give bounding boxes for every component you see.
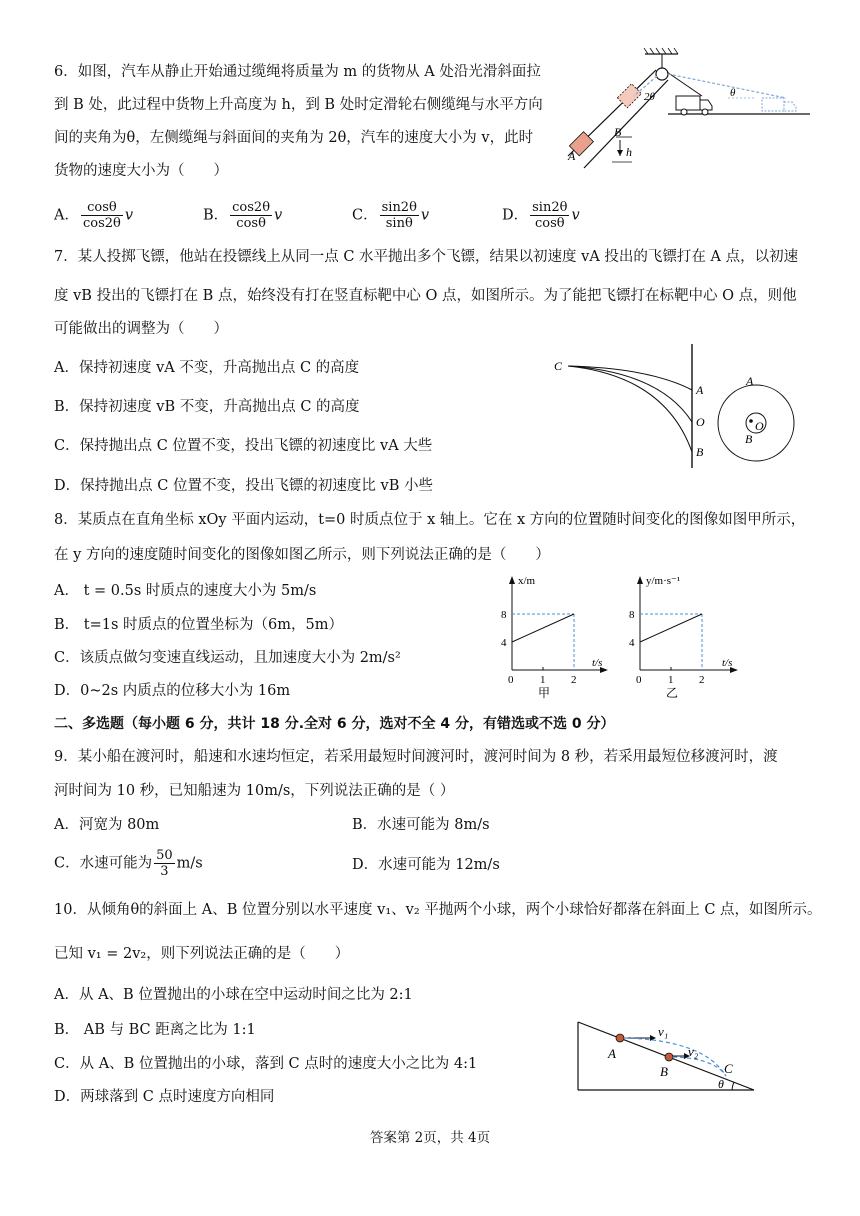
q8-option-b: B． t=1s 时质点的位置坐标为（6m，5m）	[54, 617, 343, 633]
q7-dart-figure	[550, 340, 830, 472]
section-heading-multi-choice: 二、多选题（每小题 6 分，共计 18 分.全对 6 分，选对不全 4 分，有错选或不选 0 分）	[54, 716, 615, 732]
q6-option-a	[54, 200, 133, 232]
fraction-numerator: sin2θ	[381, 200, 417, 215]
fraction-numerator: cos2θ	[232, 200, 271, 215]
q6-line2: 到 B 处，此过程中货物上升高度为 h，到 B 处时定滑轮右侧缆绳与水平方向	[54, 97, 543, 113]
x-axis-label: t/s	[722, 657, 733, 669]
label-theta: θ	[730, 87, 736, 99]
q7-line3: 可能做出的调整为（ ）	[54, 321, 228, 337]
fraction-denominator: cos2θ	[82, 216, 121, 231]
option-label: B．	[203, 207, 229, 224]
label-two-theta: 2θ	[644, 91, 655, 103]
y-tick-8: 8	[501, 609, 507, 621]
x-tick-1: 1	[668, 674, 674, 686]
q10-line1: 10．从倾角θ的斜面上 A、B 位置分别以水平速度 v₁、v₂ 平抛两个小球，两个小球恰好都落在斜面上 C 点，如图所示。	[54, 902, 822, 918]
q6-line1: 6．如图，汽车从静止开始通过缆绳将质量为 m 的货物从 A 处沿光滑斜面拉	[54, 64, 541, 80]
q9-option-c	[54, 848, 203, 882]
x-tick-2: 2	[699, 674, 705, 686]
q7-option-a: A．保持初速度 vA 不变，升高抛出点 C 的高度	[54, 360, 360, 376]
truck-dashed-icon	[762, 98, 796, 111]
graph-caption: 乙	[666, 686, 679, 700]
q9-option-b: B．水速可能为 8m/s	[352, 817, 490, 833]
y-axis-label: x/m	[518, 575, 536, 587]
q10-option-a: A．从 A、B 位置抛出的小球在空中运动时间之比为 2:1	[54, 987, 413, 1003]
q9-line2: 河时间为 10 秒，已知船速为 10m/s，下列说法正确的是（ ）	[54, 783, 455, 799]
q8-graph-yi	[620, 570, 760, 700]
y-tick-4: 4	[629, 637, 635, 649]
label-c: C	[554, 359, 563, 373]
y-velocity-line	[640, 614, 702, 642]
fraction	[380, 200, 419, 231]
q7-line1: 7．某人投掷飞镖，他站在投镖线上从同一点 C 水平抛出多个飞镖，结果以初速度 vA 投出的飞镖打在 A 点，以初速	[54, 249, 799, 265]
q6-line4: 货物的速度大小为（ ）	[54, 163, 228, 179]
x-tick-2: 2	[571, 674, 577, 686]
fraction-denominator: cosθ	[236, 216, 266, 231]
q9-line1: 9．某小船在渡河时，船速和水速均恒定，若采用最短时间渡河时，渡河时间为 8 秒，若采用最短位移渡河时，渡	[54, 749, 778, 765]
label-a: A	[696, 383, 704, 397]
y-tick-4: 4	[501, 637, 507, 649]
x-tick-0: 0	[636, 674, 642, 686]
q6-option-d	[502, 200, 580, 232]
label-a-face: A	[746, 374, 754, 388]
option-tail: v	[420, 207, 430, 224]
option-text: C．水速可能为	[54, 855, 153, 872]
label-b-face: B	[745, 432, 753, 446]
fraction-numerator: 50	[156, 848, 173, 863]
x-tick-0: 0	[508, 674, 514, 686]
label-v1: v₁	[658, 1024, 669, 1039]
q10-option-c: C．从 A、B 位置抛出的小球，落到 C 点时的速度大小之比为 4:1	[54, 1056, 478, 1072]
label-h: h	[626, 145, 632, 159]
label-o: O	[696, 415, 705, 429]
label-o-face: O	[755, 419, 764, 433]
fraction	[81, 200, 123, 231]
q8-graph-jia	[496, 570, 616, 700]
q8-line2: 在 y 方向的速度随时间变化的图像如图乙所示，则下列说法正确的是（ ）	[54, 547, 550, 563]
q10-option-b: B． AB 与 BC 距离之比为 1:1	[54, 1022, 256, 1038]
graph-caption: 甲	[538, 686, 551, 700]
label-b: B	[614, 125, 622, 139]
q7-line2: 度 vB 投出的飞镖打在 B 点，始终没有打在竖直标靶中心 O 点，如图所示。为了能把飞镖打在标靶中心 O 点，则他	[54, 288, 797, 304]
option-tail: v	[571, 207, 580, 224]
q6-option-b	[203, 200, 282, 232]
fraction-numerator: cosθ	[81, 200, 123, 216]
label-a: A	[568, 149, 576, 163]
label-a: A	[608, 1046, 616, 1061]
option-label: C．	[352, 207, 378, 224]
fraction-numerator: sin2θ	[532, 200, 568, 215]
fraction-denominator: 3	[160, 864, 169, 879]
q9-option-a: A．河宽为 80m	[54, 817, 160, 833]
page-footer: 答案第 2页，共 4页	[369, 1130, 491, 1146]
q8-line1: 8．某质点在直角坐标 xOy 平面内运动，t=0 时质点位于 x 轴上。它在 x 方向的位置随时间变化的图像如图甲所示，	[54, 512, 806, 528]
fraction-denominator: cosθ	[534, 216, 565, 231]
x-axis-label: t/s	[592, 657, 603, 669]
q6-line3: 间的夹角为θ，左侧缆绳与斜面间的夹角为 2θ，汽车的速度大小为 v，此时	[54, 130, 534, 146]
q8-option-d: D．0~2s 内质点的位移大小为 16m	[54, 683, 291, 699]
label-v2: v₂	[688, 1044, 699, 1059]
q7-option-b: B．保持初速度 vB 不变，升高抛出点 C 的高度	[54, 399, 360, 415]
fraction-denominator: sinθ	[385, 216, 413, 231]
label-c: C	[724, 1061, 733, 1076]
q7-option-d: D．保持抛出点 C 位置不变，投出飞镖的初速度比 vB 小些	[54, 478, 434, 494]
option-unit: m/s	[176, 855, 203, 872]
label-b: B	[660, 1064, 668, 1079]
q10-option-d: D．两球落到 C 点时速度方向相同	[54, 1089, 275, 1105]
fraction	[530, 200, 569, 231]
q8-option-a: A． t = 0.5s 时质点的速度大小为 5m/s	[54, 583, 317, 599]
q9-option-d: D．水速可能为 12m/s	[352, 857, 500, 873]
fraction	[230, 200, 272, 231]
y-tick-8: 8	[629, 609, 635, 621]
q7-option-c: C．保持抛出点 C 位置不变，投出飞镖的初速度比 vA 大些	[54, 438, 433, 454]
ball-a	[616, 1034, 624, 1042]
q6-incline-figure	[560, 44, 815, 184]
q10-slope-figure	[574, 1018, 760, 1094]
q6-option-c	[352, 200, 429, 232]
label-theta: θ	[718, 1077, 724, 1091]
y-axis-label: y/m·s⁻¹	[646, 575, 681, 587]
q10-line2: 已知 v₁ = 2v₂，则下列说法正确的是（ ）	[54, 946, 350, 962]
option-tail: v	[274, 207, 283, 224]
q8-option-c: C．该质点做匀变速直线运动，且加速度大小为 2m/s²	[54, 650, 401, 666]
option-label: A．	[54, 207, 79, 224]
truck-icon	[676, 96, 712, 115]
option-tail: v	[124, 207, 134, 224]
ball-b	[665, 1053, 673, 1061]
x-tick-1: 1	[540, 674, 546, 686]
option-label: D．	[502, 207, 529, 224]
pulley-icon	[656, 68, 668, 80]
x-position-line	[512, 614, 574, 642]
fraction	[154, 848, 175, 879]
label-b: B	[696, 445, 704, 459]
